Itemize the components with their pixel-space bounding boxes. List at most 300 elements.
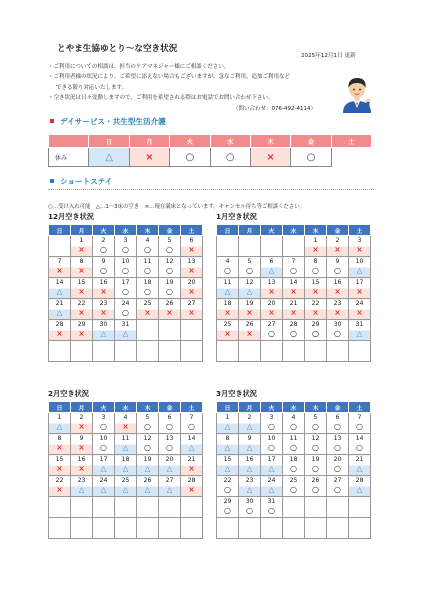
- availability-symbol: ×: [78, 245, 85, 254]
- availability-symbol: △: [356, 464, 363, 473]
- availability-symbol: ○: [290, 266, 297, 275]
- day-number: 9: [247, 435, 252, 442]
- day-number: 8: [313, 258, 318, 265]
- day-number: 9: [101, 258, 106, 265]
- availability-symbol: △: [122, 485, 129, 494]
- availability-symbol: ×: [78, 443, 85, 452]
- calendar-day-cell: [239, 341, 261, 362]
- day-number: 14: [55, 279, 64, 286]
- weekday-header: 木: [137, 402, 159, 413]
- weekday-header: 水: [115, 402, 137, 413]
- calendar-day-cell: [217, 278, 239, 299]
- availability-cell: ×: [129, 148, 169, 167]
- calendar-day-cell: [49, 455, 71, 476]
- closed-label: 休み: [49, 148, 89, 167]
- day-number: 18: [289, 456, 298, 463]
- calendar-day-cell: [49, 518, 71, 539]
- day-number: 2: [247, 414, 252, 421]
- availability-symbol: ×: [56, 464, 63, 473]
- calendar-day-cell: [283, 341, 305, 362]
- calendar-day-cell: [349, 299, 371, 320]
- availability-symbol: ×: [224, 308, 231, 317]
- day-number: 7: [357, 414, 362, 421]
- calendar-day-cell: [305, 455, 327, 476]
- calendar-day-cell: [217, 341, 239, 362]
- calendar-day-cell: [239, 434, 261, 455]
- calendar-day-cell: [159, 434, 181, 455]
- calendar-day-cell: [115, 341, 137, 362]
- calendar-title: 12月空き状況: [48, 212, 94, 221]
- weekday-header: 水: [283, 402, 305, 413]
- calendar-day-cell: [261, 278, 283, 299]
- day-number: 24: [355, 300, 364, 307]
- calendar-day-cell: [261, 341, 283, 362]
- calendar-day-cell: [239, 455, 261, 476]
- availability-symbol: △: [100, 329, 107, 338]
- calendar-day-cell: [159, 299, 181, 320]
- calendar-day-cell: [239, 299, 261, 320]
- calendar-day-cell: [93, 299, 115, 320]
- day-number: 18: [223, 300, 232, 307]
- availability-symbol: ○: [144, 245, 151, 254]
- calendar-day-cell: [239, 257, 261, 278]
- calendar-day-cell: [137, 434, 159, 455]
- availability-symbol: ○: [334, 266, 341, 275]
- availability-symbol: ○: [224, 485, 231, 494]
- availability-symbol: ○: [122, 287, 129, 296]
- weekday-header: 月: [71, 225, 93, 236]
- calendar-day-cell: [283, 476, 305, 497]
- calendar-day-cell: [49, 236, 71, 257]
- availability-symbol: ×: [188, 485, 195, 494]
- availability-cell: ○: [291, 148, 331, 167]
- day-number: 31: [355, 321, 364, 328]
- availability-symbol: △: [224, 443, 231, 452]
- day-number: 19: [143, 456, 152, 463]
- availability-symbol: △: [224, 287, 231, 296]
- calendar-day-cell: [137, 518, 159, 539]
- calendar-day-cell: [181, 518, 203, 539]
- calendar-day-cell: [217, 413, 239, 434]
- calendar-day-cell: [305, 236, 327, 257]
- availability-cell: ×: [250, 148, 290, 167]
- day-number: 14: [187, 435, 196, 442]
- calendar-day-cell: [261, 413, 283, 434]
- calendar-day-cell: [349, 278, 371, 299]
- note-line: ・空き状況は日々変動しますので、ご利用を希望される際はお電話でお問い合わせ下さい。: [48, 94, 274, 101]
- calendar-day-cell: [283, 257, 305, 278]
- calendar-day-cell: [159, 518, 181, 539]
- inquiry-phone: （問い合わせ：076-492-4114）: [233, 106, 316, 112]
- calendar-day-cell: [137, 299, 159, 320]
- availability-symbol: ×: [78, 266, 85, 275]
- calendar-day-cell: [49, 320, 71, 341]
- availability-symbol: ×: [312, 245, 319, 254]
- day-number: 29: [223, 498, 232, 505]
- note-line: できる限り対応いたします。: [56, 84, 128, 91]
- day-number: 3: [123, 237, 128, 244]
- calendar-day-cell: [217, 299, 239, 320]
- availability-symbol: ○: [122, 266, 129, 275]
- availability-symbol: ×: [188, 245, 195, 254]
- weekday-header: 火: [261, 402, 283, 413]
- availability-symbol: ×: [334, 308, 341, 317]
- calendar-day-cell: [217, 236, 239, 257]
- availability-symbol: △: [356, 266, 363, 275]
- day-number: 11: [121, 435, 130, 442]
- weekday-header: 土: [181, 402, 203, 413]
- calendar-day-cell: [137, 413, 159, 434]
- day-number: 30: [99, 321, 108, 328]
- availability-symbol: △: [100, 485, 107, 494]
- day-number: 7: [189, 414, 194, 421]
- day-number: 13: [165, 435, 174, 442]
- calendar-day-cell: [93, 320, 115, 341]
- availability-symbol: ○: [246, 266, 253, 275]
- day-number: 10: [355, 258, 364, 265]
- day-number: 17: [121, 279, 130, 286]
- calendar-day-cell: [159, 257, 181, 278]
- availability-symbol: ×: [268, 308, 275, 317]
- day-number: 2: [79, 414, 84, 421]
- calendar-day-cell: [327, 257, 349, 278]
- calendar-day-cell: [49, 476, 71, 497]
- availability-symbol: ×: [312, 308, 319, 317]
- calendar-day-cell: [327, 320, 349, 341]
- day-number: 26: [311, 477, 320, 484]
- availability-symbol: ○: [334, 464, 341, 473]
- calendar-day-cell: [71, 413, 93, 434]
- calendar-day-cell: [327, 434, 349, 455]
- calendar-day-cell: [137, 320, 159, 341]
- availability-symbol: △: [246, 422, 253, 431]
- calendar-day-cell: [217, 434, 239, 455]
- calendar-day-cell: [261, 476, 283, 497]
- availability-symbol: ○: [100, 245, 107, 254]
- calendar-day-cell: [261, 236, 283, 257]
- calendar-day-cell: [181, 497, 203, 518]
- calendar-day-cell: [305, 257, 327, 278]
- calendar-day-cell: [159, 320, 181, 341]
- calendar-day-cell: [115, 320, 137, 341]
- availability-symbol: ○: [290, 464, 297, 473]
- calendar-title: 2月空き状況: [48, 389, 89, 398]
- day-number: 12: [165, 258, 174, 265]
- day-number: 19: [245, 300, 254, 307]
- weekday-header: 木: [305, 225, 327, 236]
- calendar-day-cell: [239, 278, 261, 299]
- availability-symbol: ○: [224, 506, 231, 515]
- day-number: 9: [335, 258, 340, 265]
- availability-symbol: △: [100, 464, 107, 473]
- calendar-day-cell: [49, 257, 71, 278]
- calendar-day-cell: [305, 497, 327, 518]
- weekday-header: 木: [137, 225, 159, 236]
- availability-symbol: ○: [166, 443, 173, 452]
- availability-symbol: ○: [334, 485, 341, 494]
- availability-symbol: ○: [356, 422, 363, 431]
- day-number: 19: [165, 279, 174, 286]
- calendar-day-cell: [239, 497, 261, 518]
- availability-symbol: ○: [100, 266, 107, 275]
- day-number: 3: [101, 414, 106, 421]
- day-number: 25: [223, 321, 232, 328]
- calendar-day-cell: [239, 236, 261, 257]
- day-number: 28: [55, 321, 64, 328]
- calendar-day-cell: [115, 278, 137, 299]
- calendar-day-cell: [239, 476, 261, 497]
- calendar-day-cell: [327, 518, 349, 539]
- availability-symbol: ×: [188, 308, 195, 317]
- calendar-day-cell: [137, 476, 159, 497]
- note-line: ・ご利用者様の状況により、ご希望に添えない場合もございますが、急なご利用、追加ご利用など: [48, 74, 291, 81]
- day-number: 20: [333, 456, 342, 463]
- day-number: 5: [167, 237, 172, 244]
- section-divider: [48, 189, 374, 190]
- month-calendar: [48, 401, 203, 539]
- calendar-day-cell: [159, 497, 181, 518]
- calendar-day-cell: [49, 413, 71, 434]
- day-number: 9: [79, 435, 84, 442]
- weekday-header: 日: [89, 135, 129, 148]
- availability-symbol: ○: [166, 287, 173, 296]
- availability-symbol: ×: [188, 266, 195, 275]
- calendar-day-cell: [217, 455, 239, 476]
- calendar-day-cell: [349, 413, 371, 434]
- calendar-day-cell: [115, 497, 137, 518]
- day-number: 18: [121, 456, 130, 463]
- day-number: 6: [335, 414, 340, 421]
- day-number: 21: [55, 300, 64, 307]
- day-number: 1: [225, 414, 230, 421]
- calendar-day-cell: [327, 236, 349, 257]
- day-number: 26: [245, 321, 254, 328]
- calendar-day-cell: [327, 497, 349, 518]
- availability-symbol: ○: [224, 266, 231, 275]
- day-number: 7: [291, 258, 296, 265]
- day-number: 8: [57, 435, 62, 442]
- day-number: 1: [79, 237, 84, 244]
- availability-symbol: ×: [100, 308, 107, 317]
- day-number: 24: [99, 477, 108, 484]
- availability-symbol: ×: [246, 329, 253, 338]
- day-number: 22: [55, 477, 64, 484]
- calendar-day-cell: [159, 413, 181, 434]
- day-number: 4: [225, 258, 230, 265]
- availability-symbol: ○: [334, 422, 341, 431]
- availability-symbol: ×: [268, 287, 275, 296]
- day-number: 13: [267, 279, 276, 286]
- calendar-day-cell: [159, 278, 181, 299]
- calendar-day-cell: [327, 413, 349, 434]
- availability-symbol: ×: [290, 308, 297, 317]
- weekday-header: 日: [217, 225, 239, 236]
- month-calendar: [48, 224, 203, 362]
- day-service-heading: デイサービス・共生型生活介護: [50, 116, 166, 127]
- calendar-day-cell: [115, 518, 137, 539]
- weekday-header: 火: [93, 225, 115, 236]
- weekday-header: 土: [349, 225, 371, 236]
- day-number: 6: [269, 258, 274, 265]
- availability-symbol: ○: [312, 464, 319, 473]
- calendar-day-cell: [327, 341, 349, 362]
- availability-cell: ○: [170, 148, 210, 167]
- calendar-day-cell: [283, 518, 305, 539]
- day-number: 20: [165, 456, 174, 463]
- availability-symbol: ×: [188, 287, 195, 296]
- calendar-day-cell: [71, 434, 93, 455]
- weekday-header: 月: [239, 225, 261, 236]
- availability-symbol: ×: [56, 266, 63, 275]
- calendar-day-cell: [349, 455, 371, 476]
- calendar-day-cell: [137, 497, 159, 518]
- availability-symbol: ○: [144, 287, 151, 296]
- availability-symbol: ○: [166, 245, 173, 254]
- availability-symbol: ○: [312, 422, 319, 431]
- calendar-day-cell: [181, 299, 203, 320]
- availability-symbol: ○: [356, 443, 363, 452]
- calendar-day-cell: [181, 320, 203, 341]
- availability-symbol: △: [356, 485, 363, 494]
- calendar-day-cell: [283, 299, 305, 320]
- day-number: 14: [289, 279, 298, 286]
- day-number: 31: [121, 321, 130, 328]
- availability-cell: △: [89, 148, 129, 167]
- availability-symbol: △: [268, 485, 275, 494]
- availability-symbol: △: [166, 464, 173, 473]
- calendar-day-cell: [261, 518, 283, 539]
- availability-symbol: ×: [356, 287, 363, 296]
- weekday-header: 木: [305, 402, 327, 413]
- calendar-day-cell: [305, 341, 327, 362]
- calendar-day-cell: [71, 518, 93, 539]
- availability-symbol: ○: [188, 422, 195, 431]
- availability-symbol: ×: [78, 308, 85, 317]
- day-number: 28: [355, 477, 364, 484]
- day-number: 7: [57, 258, 62, 265]
- calendar-day-cell: [261, 299, 283, 320]
- availability-symbol: ○: [268, 443, 275, 452]
- calendar-day-cell: [217, 257, 239, 278]
- day-number: 5: [145, 414, 150, 421]
- day-number: 29: [311, 321, 320, 328]
- calendar-day-cell: [349, 236, 371, 257]
- day-number: 29: [77, 321, 86, 328]
- availability-symbol: △: [188, 443, 195, 452]
- calendar-day-cell: [49, 278, 71, 299]
- availability-symbol: ○: [334, 443, 341, 452]
- calendar-day-cell: [217, 518, 239, 539]
- day-number: 13: [333, 435, 342, 442]
- day-number: 27: [187, 300, 196, 307]
- calendar-day-cell: [49, 299, 71, 320]
- calendar-day-cell: [239, 320, 261, 341]
- availability-symbol: ×: [290, 287, 297, 296]
- calendar-day-cell: [93, 236, 115, 257]
- day-number: 11: [289, 435, 298, 442]
- availability-symbol: △: [78, 485, 85, 494]
- day-number: 11: [143, 258, 152, 265]
- availability-symbol: ○: [268, 329, 275, 338]
- availability-symbol: △: [56, 422, 63, 431]
- calendar-day-cell: [71, 236, 93, 257]
- calendar-day-cell: [283, 434, 305, 455]
- availability-symbol: △: [122, 443, 129, 452]
- calendar-day-cell: [217, 320, 239, 341]
- month-calendar: [216, 224, 371, 362]
- availability-symbol: ×: [56, 485, 63, 494]
- calendar-day-cell: [239, 413, 261, 434]
- weekday-header: 水: [115, 225, 137, 236]
- calendar-day-cell: [349, 476, 371, 497]
- availability-symbol: ×: [188, 464, 195, 473]
- short-stay-heading: ショートステイ: [50, 176, 112, 187]
- day-number: 24: [121, 300, 130, 307]
- calendar-day-cell: [71, 257, 93, 278]
- weekday-header: 金: [291, 135, 331, 148]
- calendar-day-cell: [137, 278, 159, 299]
- availability-symbol: △: [224, 422, 231, 431]
- weekday-header: 土: [349, 402, 371, 413]
- availability-symbol: ○: [312, 266, 319, 275]
- availability-symbol: ×: [312, 287, 319, 296]
- calendar-day-cell: [327, 299, 349, 320]
- symbol-legend: ○…受け入れ可能 △…1～3床の空き ×…現在満床となっています。キャンセル待ち等ご相談ください。: [48, 204, 305, 210]
- day-number: 17: [99, 456, 108, 463]
- day-number: 2: [335, 237, 340, 244]
- availability-symbol: ○: [246, 506, 253, 515]
- day-number: 12: [143, 435, 152, 442]
- calendar-day-cell: [349, 497, 371, 518]
- availability-symbol: ×: [78, 329, 85, 338]
- availability-symbol: ×: [224, 329, 231, 338]
- day-number: 4: [291, 414, 296, 421]
- calendar-day-cell: [49, 434, 71, 455]
- calendar-day-cell: [159, 455, 181, 476]
- calendar-day-cell: [93, 455, 115, 476]
- availability-symbol: ○: [122, 308, 129, 317]
- day-number: 31: [267, 498, 276, 505]
- day-service-table: [48, 134, 372, 167]
- availability-symbol: △: [246, 464, 253, 473]
- calendar-day-cell: [71, 455, 93, 476]
- availability-symbol: △: [144, 464, 151, 473]
- day-number: 15: [77, 279, 86, 286]
- calendar-day-cell: [327, 278, 349, 299]
- day-number: 25: [289, 477, 298, 484]
- calendar-title: 1月空き状況: [216, 212, 257, 221]
- day-number: 6: [167, 414, 172, 421]
- day-number: 1: [313, 237, 318, 244]
- calendar-day-cell: [181, 257, 203, 278]
- calendar-day-cell: [327, 455, 349, 476]
- calendar-day-cell: [261, 434, 283, 455]
- note-line: ・ご利用についての相談は、担当のケアマネジャー様にご相談ください。: [48, 64, 230, 70]
- calendar-day-cell: [181, 236, 203, 257]
- calendar-day-cell: [115, 299, 137, 320]
- availability-symbol: △: [268, 266, 275, 275]
- availability-symbol: ○: [312, 443, 319, 452]
- day-number: 21: [289, 300, 298, 307]
- day-number: 21: [355, 456, 364, 463]
- calendar-day-cell: [115, 455, 137, 476]
- calendar-day-cell: [283, 236, 305, 257]
- weekday-header: 金: [159, 225, 181, 236]
- day-number: 28: [187, 477, 196, 484]
- day-number: 30: [245, 498, 254, 505]
- calendar-day-cell: [115, 434, 137, 455]
- availability-symbol: ×: [56, 443, 63, 452]
